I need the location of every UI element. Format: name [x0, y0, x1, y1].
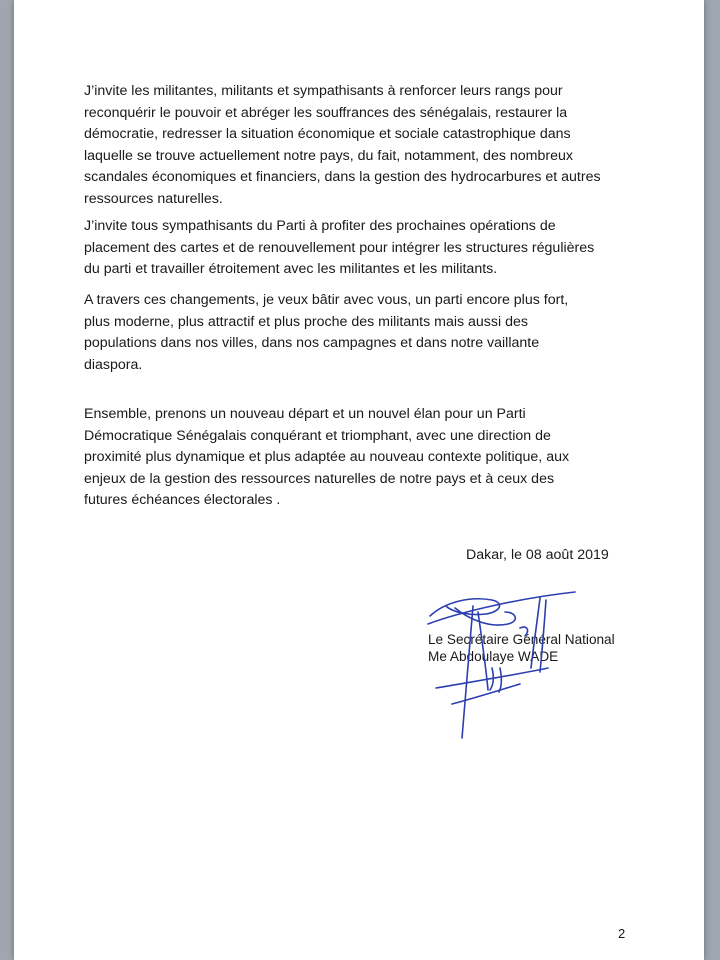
text-line: populations dans nos villes, dans nos campagnes et dans notre vaillante — [84, 335, 540, 352]
paragraph-4 — [84, 404, 624, 512]
paragraph-3 — [84, 290, 624, 376]
text-line: A travers ces changements, je veux bâtir avec vous, un parti encore plus fort, — [84, 292, 569, 308]
text-line: proximité plus dynamique et plus adaptée au nouveau contexte politique, aux — [84, 449, 570, 466]
text-line: du parti et travailler étroitement avec les militantes et les militants. — [84, 261, 498, 278]
paragraph-1 — [84, 81, 624, 211]
text-line: J’invite tous sympathisants du Parti à profiter des prochaines opérations de — [84, 218, 556, 234]
text-line: Démocratique Sénégalais conquérant et triomphant, avec une direction de — [84, 427, 551, 444]
text-line: plus moderne, plus attractif et plus proche des militants mais aussi des — [84, 313, 528, 330]
text-line: reconquérir le pouvoir et abréger les souffrances des sénégalais, restaurer la — [84, 104, 568, 121]
text-line: J’invite les militantes, militants et sympathisants à renforcer leurs rangs pour — [84, 83, 563, 99]
text-line: placement des cartes et de renouvellement pour intégrer les structures régulières — [84, 239, 595, 256]
text-line: enjeux de la gestion des ressources naturelles de notre pays et à ceux des — [84, 470, 555, 487]
text-line: démocratie, redresser la situation économique et sociale catastrophique dans — [84, 126, 571, 143]
signature-block — [428, 631, 615, 665]
page-number: 2 — [618, 926, 626, 941]
date-line: Dakar, le 08 août 2019 — [466, 547, 609, 563]
text-line: futures échéances électorales . — [84, 492, 281, 509]
text-line: Ensemble, prenons un nouveau départ et un nouvel élan pour un Parti — [84, 406, 526, 422]
signatory-title: Le Secrétaire Général National — [428, 632, 615, 647]
signatory-name: Me Abdoulaye WADE — [428, 649, 559, 664]
text-line: scandales économiques et financiers, dans la gestion des hydrocarbures et autres — [84, 169, 601, 186]
text-line: laquelle se trouve actuellement notre pays, du fait, notamment, des nombreux — [84, 147, 573, 164]
text-line: diaspora. — [84, 356, 143, 373]
text-line: ressources naturelles. — [84, 190, 223, 207]
paragraph-2 — [84, 216, 624, 281]
